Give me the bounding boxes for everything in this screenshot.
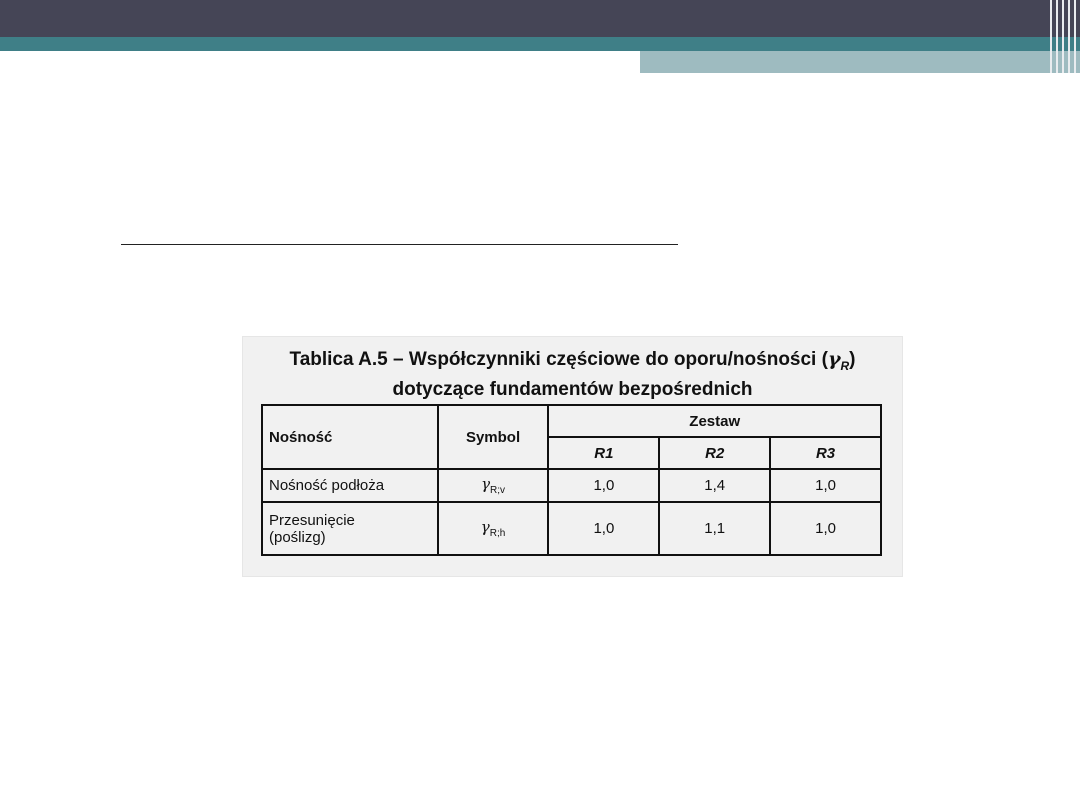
header-symbol: Symbol [438, 405, 549, 469]
slide-accent-bar [0, 37, 1080, 51]
value-r1: 1,0 [548, 502, 659, 555]
slide-decorative-lines [1040, 0, 1080, 73]
table-image [242, 336, 903, 577]
table-title [242, 348, 903, 401]
row-symbol: $\gamma_{R;h}$ [438, 502, 549, 555]
header-zestaw: Zestaw [548, 405, 881, 437]
header-r1: R1 [548, 437, 659, 469]
header-r3: R3 [770, 437, 881, 469]
table-header-row [262, 405, 881, 437]
table-title-line1: Tablica A.5 – Współczynniki częściowe do oporu/nośności $(\gamma_R)$ [289, 348, 856, 373]
value-r1: 1,0 [548, 469, 659, 502]
slide-top-bar [0, 0, 1080, 37]
table-title-line2: dotyczące fundamentów bezpośrednich [392, 378, 753, 400]
row-symbol: $\gamma_{R;v}$ [438, 469, 549, 502]
row-name: Przesunięcie (poślizg) [262, 502, 438, 555]
coefficients-table [261, 404, 882, 556]
header-nosnosc: Nośność [262, 405, 438, 469]
gamma-symbol: $\gamma_R$ [827, 348, 850, 373]
value-r2: 1,1 [659, 502, 770, 555]
value-r3: 1,0 [770, 502, 881, 555]
slide-light-bar [640, 51, 1080, 73]
row-name: Nośność podłoża [262, 469, 438, 502]
value-r3: 1,0 [770, 469, 881, 502]
header-r2: R2 [659, 437, 770, 469]
table-row [262, 469, 881, 502]
title-placeholder-underline [121, 244, 678, 245]
table-row [262, 502, 881, 555]
value-r2: 1,4 [659, 469, 770, 502]
